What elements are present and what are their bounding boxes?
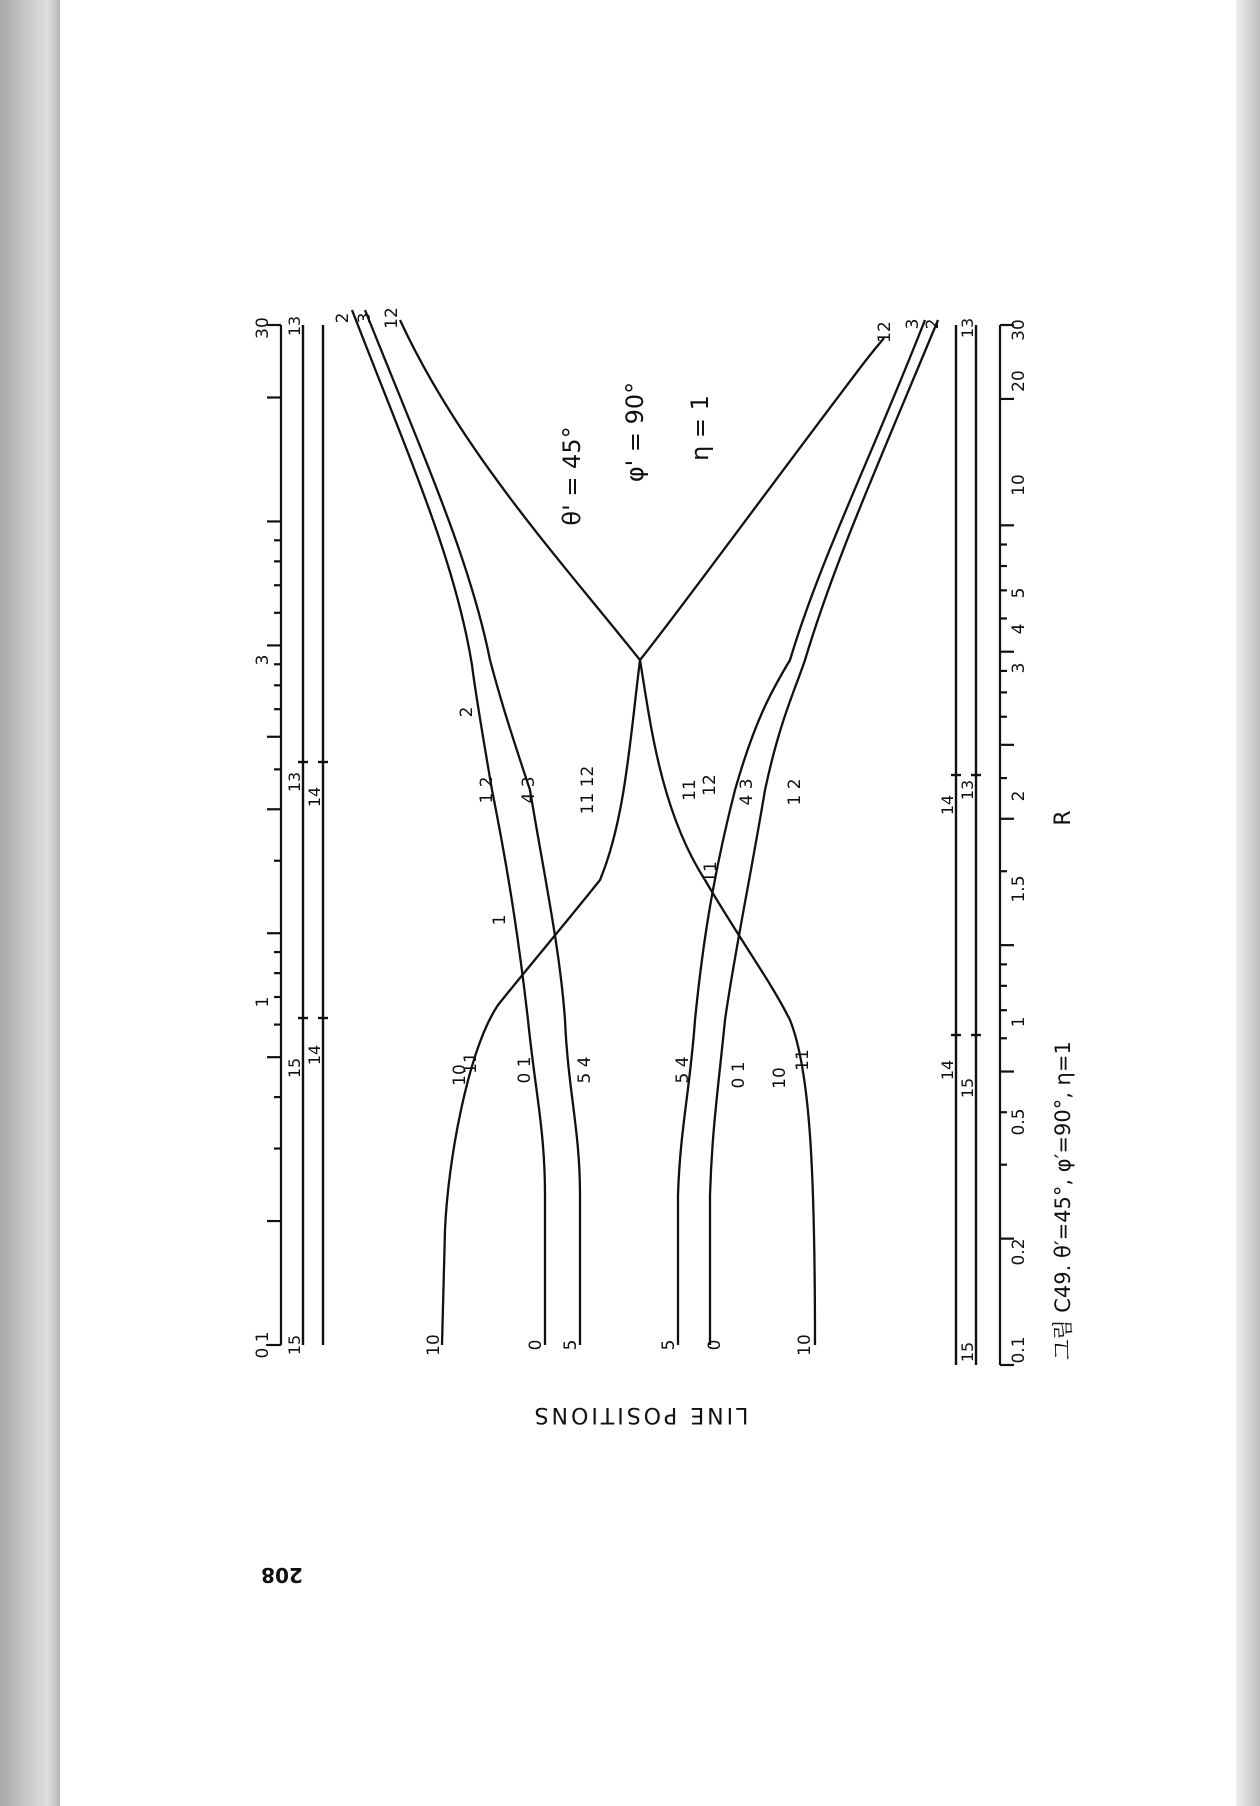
transition-label: 5 4: [575, 1056, 595, 1084]
curve-bottom-0-to-2: [710, 320, 938, 1345]
curve-bottom-5-to-3: [678, 320, 925, 1345]
transition-label: 0 1: [729, 1061, 749, 1089]
page-number: 208: [261, 1563, 303, 1587]
x-tick-label: 20: [1009, 370, 1029, 392]
bottom-bar-label: 15: [958, 1341, 977, 1363]
x-tick-label: 30: [1009, 319, 1029, 341]
curve-top-12-to-10: [400, 320, 815, 1345]
top-scale-label: 3: [253, 654, 273, 666]
top-bar-label: 14: [305, 786, 324, 808]
top-bars: [298, 325, 328, 1345]
left-end-labels: [424, 1334, 815, 1356]
transition-label: 11: [793, 1049, 813, 1071]
bottom-bar-labels: [938, 318, 977, 1362]
top-bar-labels: [285, 316, 324, 1355]
bottom-bars: [951, 325, 981, 1365]
figure-caption: 그림 C49. θ′=45°, φ′=90°, η=1: [1051, 1041, 1075, 1360]
bottom-bar-label: 13: [958, 779, 977, 801]
top-scale-label: 30: [253, 317, 273, 339]
top-bar-label: 14: [305, 1044, 324, 1066]
transition-label: 10: [450, 1064, 470, 1086]
curve-end-label: 0: [705, 1339, 725, 1351]
transition-label: 1 2: [785, 778, 805, 806]
x-tick-label: 4: [1009, 623, 1029, 635]
right-end-labels: [333, 307, 943, 343]
curve-end-label: 3: [903, 318, 923, 330]
param-theta: θ' = 45°: [558, 426, 586, 526]
x-tick-label: 1.5: [1009, 875, 1029, 903]
bottom-scale-labels: [1009, 319, 1029, 1363]
curve-top-10-to-12: [442, 338, 884, 1345]
bottom-bar-label: 14: [938, 794, 957, 816]
curve-end-label: 10: [795, 1334, 815, 1356]
transition-label: 11: [701, 861, 721, 883]
transition-label: 4 3: [519, 776, 539, 804]
curve-end-label: 12: [382, 307, 402, 329]
x-tick-label: 2: [1009, 790, 1029, 802]
transition-label: 1 2: [477, 776, 497, 804]
y-axis-label: LINE POSITIONS: [531, 1402, 749, 1427]
top-scale-label: 0.1: [253, 1331, 273, 1359]
x-tick-label: 10: [1009, 474, 1029, 496]
curve-end-label: 0: [526, 1339, 546, 1351]
x-tick-label: 0.1: [1009, 1336, 1029, 1364]
curve-end-label: 12: [875, 321, 895, 343]
top-bar-label: 15: [285, 1057, 304, 1079]
top-scale-labels: [253, 317, 273, 1358]
transition-label: 2: [457, 706, 477, 718]
transition-label: 10: [770, 1067, 790, 1089]
x-axis-label: R: [1051, 810, 1076, 826]
transition-label: 11: [680, 779, 700, 801]
transition-label: 5 4: [673, 1056, 693, 1084]
curve-end-label: 5: [659, 1339, 679, 1351]
transition-label: 0 1: [515, 1056, 535, 1084]
top-scale-ticks: [267, 325, 281, 1345]
param-eta: η = 1: [686, 395, 714, 461]
top-bar-label: 13: [285, 771, 304, 793]
top-scale: [267, 325, 281, 1345]
curve-end-label: 2: [923, 318, 943, 330]
curve-end-label: 10: [424, 1334, 444, 1356]
curve-end-label: 2: [333, 312, 353, 324]
top-scale-label: 1: [253, 996, 273, 1008]
curve-top-5-to-3: [365, 310, 580, 1345]
top-bar-label: 13: [285, 315, 304, 337]
curve-end-label: 5: [561, 1339, 581, 1351]
x-tick-label: 5: [1009, 587, 1029, 599]
bottom-bar-label: 14: [938, 1059, 957, 1081]
transition-label: 4 3: [737, 778, 757, 806]
x-tick-label: 3: [1009, 662, 1029, 674]
transition-labels: [450, 707, 813, 1089]
bottom-bar-label: 13: [958, 317, 977, 339]
bottom-bar-label: 15: [958, 1077, 977, 1099]
curve-end-label: 3: [355, 312, 375, 324]
transition-label: 11: [461, 1052, 481, 1074]
transition-label: 11 12: [578, 765, 598, 815]
transition-label: 12: [700, 774, 720, 796]
top-bar-label: 15: [285, 1334, 304, 1356]
x-tick-label: 1: [1009, 1016, 1029, 1028]
param-phi: φ' = 90°: [621, 381, 649, 483]
x-tick-label: 0.5: [1009, 1108, 1029, 1136]
x-tick-label: 0.2: [1009, 1238, 1029, 1266]
transition-label: 1: [490, 914, 510, 926]
parameter-block: [558, 382, 714, 526]
